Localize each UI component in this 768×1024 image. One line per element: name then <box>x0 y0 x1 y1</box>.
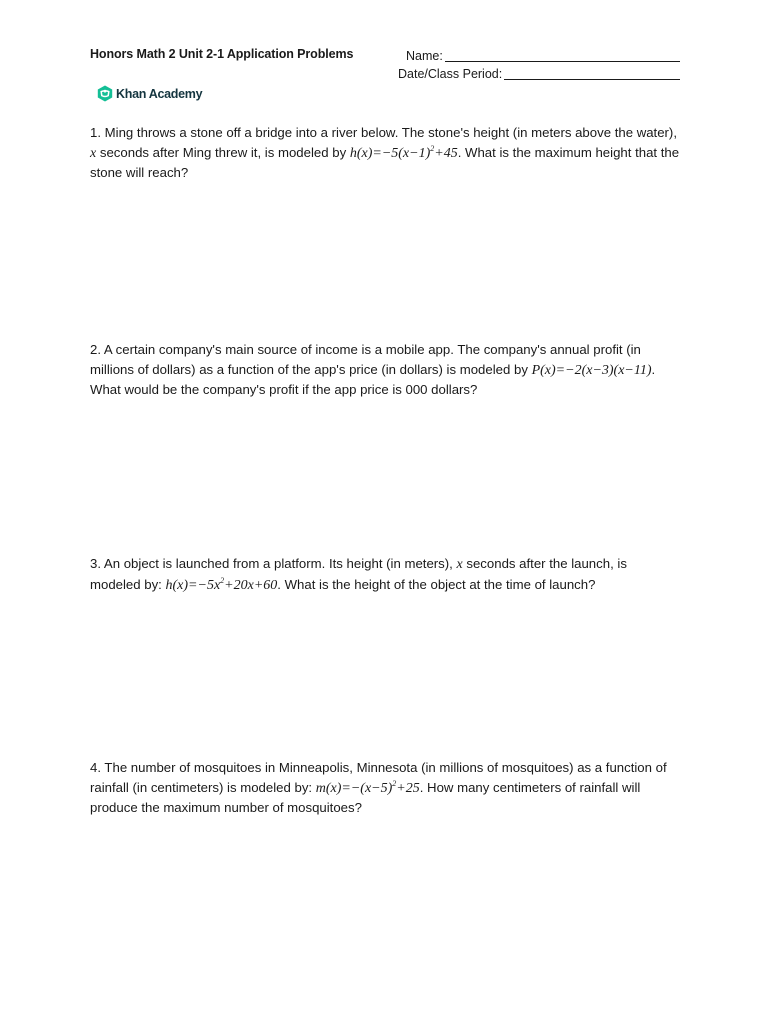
question-1 <box>90 123 680 183</box>
question-3-formula <box>165 575 278 593</box>
question-2-text-start: 2. A certain company's main source of income is a mobile app. The company's annual profit (in millions of dollars) as a function of the app's price (in dollars) is modeled by <box>90 342 641 377</box>
khan-academy-logo <box>97 85 202 102</box>
date-class-period-blank-line <box>504 67 680 80</box>
khan-academy-hexagon-icon <box>97 85 113 102</box>
name-label: Name: <box>406 49 443 63</box>
question-2-text-end: . What would be the company's profit if the app price is 000 dollars? <box>90 361 656 397</box>
question-1-formula-base: h(x)=−5(x−1) <box>349 145 431 161</box>
question-3-text-mid: seconds after the launch, is modeled by: <box>90 556 627 592</box>
date-class-period-label: Date/Class Period: <box>398 67 503 81</box>
question-3-text-start: 3. An object is launched from a platform. Its height (in meters), <box>90 556 457 571</box>
question-4-formula-exponent: 2 <box>392 778 397 788</box>
name-field <box>398 47 680 65</box>
question-3-formula-base: h(x)=−5x <box>165 577 221 593</box>
question-2-formula: P(x)=−2(x−3)(x−11) <box>531 362 652 378</box>
question-3-text-end: . What is the height of the object at the time of launch? <box>277 576 596 592</box>
question-4 <box>90 758 680 818</box>
question-1-text-start: 1. Ming throws a stone off a bridge into a river below. The stone's height (in meters above the water), <box>90 125 677 140</box>
date-class-period-field <box>398 65 680 83</box>
question-1-formula-tail: +45 <box>434 145 458 161</box>
question-4-formula-tail: +25 <box>396 780 420 796</box>
question-1-formula <box>349 143 458 161</box>
question-1-text-end: . What is the maximum height that the stone will reach? <box>90 144 680 180</box>
name-blank-line <box>445 49 680 62</box>
question-1-formula-exponent: 2 <box>430 143 435 153</box>
student-info-fields <box>398 47 680 83</box>
question-3-formula-exponent: 2 <box>220 575 225 585</box>
khan-academy-wordmark: Khan Academy <box>116 86 203 101</box>
question-2 <box>90 340 680 400</box>
question-3-formula-tail: +20x+60 <box>224 577 278 593</box>
worksheet-title: Honors Math 2 Unit 2-1 Application Problems <box>90 47 354 61</box>
question-4-formula-base: m(x)=−(x−5) <box>315 780 393 796</box>
question-1-text-mid: seconds after Ming threw it, is modeled by <box>96 144 350 160</box>
question-1-variable: x <box>90 145 97 161</box>
question-3-variable: x <box>456 557 463 572</box>
question-4-formula <box>315 778 420 796</box>
question-3 <box>90 554 680 595</box>
question-4-text-start: 4. The number of mosquitoes in Minneapolis, Minnesota (in millions of mosquitoes) as a function of rainfall (in centimeters) is modeled by: <box>90 760 667 795</box>
question-4-text-end: . How many centimeters of rainfall will produce the maximum number of mosquitoes? <box>90 779 641 815</box>
